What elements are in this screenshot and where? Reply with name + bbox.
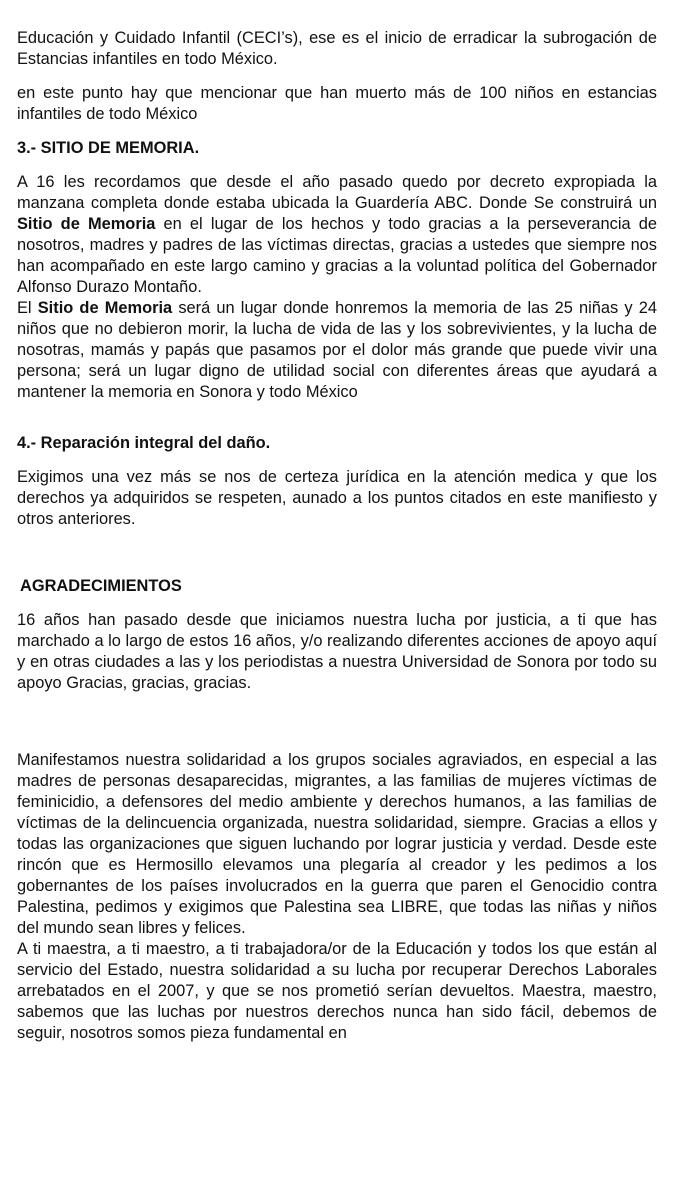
paragraph-gracias: 16 años han pasado desde que iniciamos nuestra lucha por justicia, a ti que has marchado a lo largo de estos 16 años, y/o realizando diferentes acciones de apoyo aquí y en otras ciudades a las y los periodistas a nuestra Universidad de Sonora por todo su apoyo Gracias, gracias, gracias.: [17, 611, 657, 692]
text-run: A 16 les recordamos que desde el año pasado quedo por decreto expropiada la manzana completa donde estaba ubicada la Guardería ABC. Donde Se construirá un: [17, 173, 657, 212]
heading-reparacion: 4.- Reparación integral del daño.: [17, 434, 271, 452]
text-run: en el lugar de los hechos y todo gracias a la perseverancia de nosotros, madres y padres de las víctimas directas, gracias a ustedes que siempre nos han acompañado en este largo camino y gracias a la voluntad política del Gobernador Alfonso Durazo Montaño.: [17, 215, 657, 296]
paragraph-sitio-description: [17, 298, 657, 403]
heading-agradecimientos: AGRADECIMIENTOS: [20, 577, 182, 595]
paragraph-solidaridad: Manifestamos nuestra solidaridad a los grupos sociales agraviados, en especial a las madres de personas desaparecidas, migrantes, a las familias de mujeres víctimas de feminicidio, a defensores del medio ambiente y derechos humanos, a las familias de víctimas de la delincuencia organizada, nuestra solidaridad, siempre. Gracias a ellos y todas las organizaciones que siguen luchando por lograr justicia y verdad. Desde este rincón que es Hermosillo elevamos una plegaría al creador y les pedimos a los gobernantes de los países involucrados en la guerra que paren el Genocidio contra Palestina, pedimos y exigimos que Palestina sea LIBRE, que todas las niñas y niños del mundo sean libres y felices.: [17, 751, 657, 937]
heading-sitio-de-memoria: 3.- SITIO DE MEMORIA.: [17, 139, 200, 157]
paragraph-ceci: Educación y Cuidado Infantil (CECI’s), ese es el inicio de erradicar la subrogación de Estancias infantiles en todo México.: [17, 29, 657, 68]
paragraph-deaths: en este punto hay que mencionar que han muerto más de 100 niños en estancias infantiles de todo México: [17, 84, 657, 123]
paragraph-expropiation: [17, 172, 657, 298]
text-run: El: [17, 299, 38, 317]
bold-sitio-de-memoria: Sitio de Memoria: [37, 299, 173, 317]
document-page: [17, 28, 657, 1044]
text-run: será un lugar donde honremos la memoria de las 25 niñas y 24 niños que no debieron morir, la lucha de vida de las y los sobrevivientes, y la lucha de nosotras, mamás y papás que pasamos por el dolor más grande que puede vivir una persona; será un lugar digno de utilidad social con diferentes áreas que ayudará a mantener la memoria en Sonora y todo México: [17, 299, 657, 401]
paragraph-exigimos: Exigimos una vez más se nos de certeza jurídica en la atención medica y que los derechos ya adquiridos se respeten, aunado a los puntos citados en este manifiesto y otros anteriores.: [17, 468, 657, 528]
bold-sitio-de-memoria: Sitio de Memoria: [17, 215, 156, 233]
paragraph-maestros: A ti maestra, a ti maestro, a ti trabajadora/or de la Educación y todos los que están al servicio del Estado, nuestra solidaridad a su lucha por recuperar Derechos Laborales arrebatados en el 2007, y que se nos prometió serían devueltos. Maestra, maestro, sabemos que las luchas por nuestros derechos nunca han sido fácil, debemos de seguir, nosotros somos pieza fundamental en: [17, 940, 657, 1042]
